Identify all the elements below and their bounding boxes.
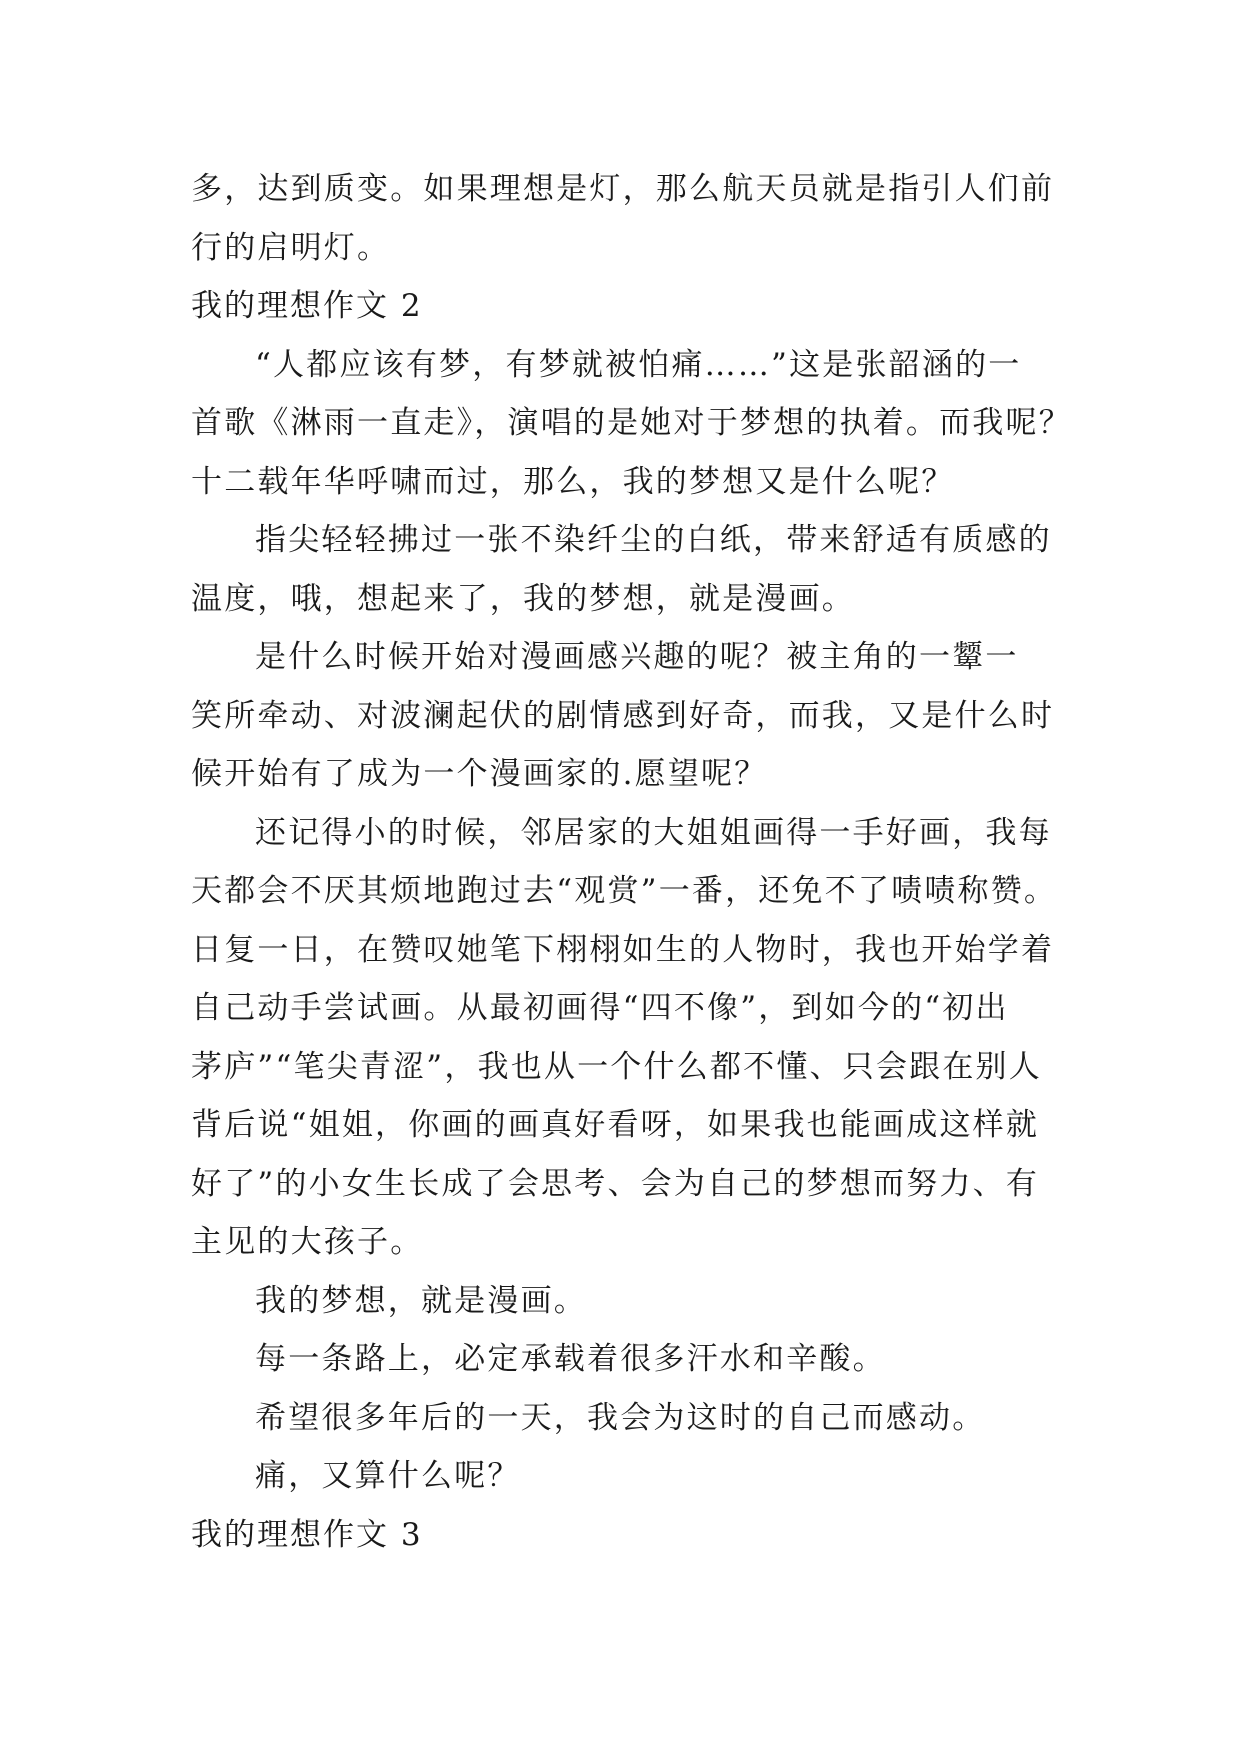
section-heading: 我的理想作文 3	[191, 1516, 423, 1553]
paragraph-start-line: 希望很多年后的一天，我会为这时的自己而感动。	[255, 1399, 986, 1436]
paragraph-start-line: 每一条路上，必定承载着很多汗水和辛酸。	[255, 1341, 886, 1377]
text-line: 日复一日，在赞叹她笔下栩栩如生的人物时，我也开始学着	[191, 931, 1055, 968]
text-line: 温度，哦，想起来了，我的梦想，就是漫画。	[191, 580, 855, 617]
text-line: 茅庐”“笔尖青涩”，我也从一个什么都不懂、只会跟在别人	[191, 1048, 1042, 1085]
document-page	[191, 160, 1072, 1564]
text-line: 自己动手尝试画。从最初画得“四不像”，到如今的“初出	[191, 990, 1009, 1026]
paragraph-start-line: 痛，又算什么呢？	[255, 1458, 521, 1494]
text-line: 候开始有了成为一个漫画家的.愿望呢？	[191, 756, 768, 792]
text-line: 好了”的小女生长成了会思考、会为自己的梦想而努力、有	[191, 1165, 1040, 1202]
paragraph-start-line: 还记得小的时候，邻居家的大姐姐画得一手好画，我每	[255, 814, 1052, 851]
text-line: 主见的大孩子。	[191, 1224, 424, 1260]
text-line: 行的启明灯。	[191, 229, 391, 266]
paragraph-start-line: “人都应该有梦，有梦就被怕痛……”这是张韶涵的一	[255, 346, 1022, 383]
section-heading: 我的理想作文 2	[191, 288, 423, 324]
text-line: 十二载年华呼啸而过，那么，我的梦想又是什么呢？	[191, 463, 955, 500]
paragraph-start-line: 我的梦想，就是漫画。	[255, 1282, 587, 1319]
text-line: 首歌《淋雨一直走》，演唱的是她对于梦想的执着。而我呢？	[191, 405, 1072, 441]
paragraph-start-line: 是什么时候开始对漫画感兴趣的呢？被主角的一颦一	[255, 639, 1019, 675]
paragraph-start-line: 指尖轻轻拂过一张不染纤尘的白纸，带来舒适有质感的	[255, 522, 1052, 558]
text-line: 多，达到质变。如果理想是灯，那么航天员就是指引人们前	[191, 171, 1055, 207]
text-line: 天都会不厌其烦地跑过去“观赏”一番，还免不了啧啧称赞。	[191, 873, 1058, 909]
text-line: 背后说“姐姐，你画的画真好看呀，如果我也能画成这样就	[191, 1107, 1040, 1143]
text-line: 笑所牵动、对波澜起伏的剧情感到好奇，而我，又是什么时	[191, 697, 1055, 734]
